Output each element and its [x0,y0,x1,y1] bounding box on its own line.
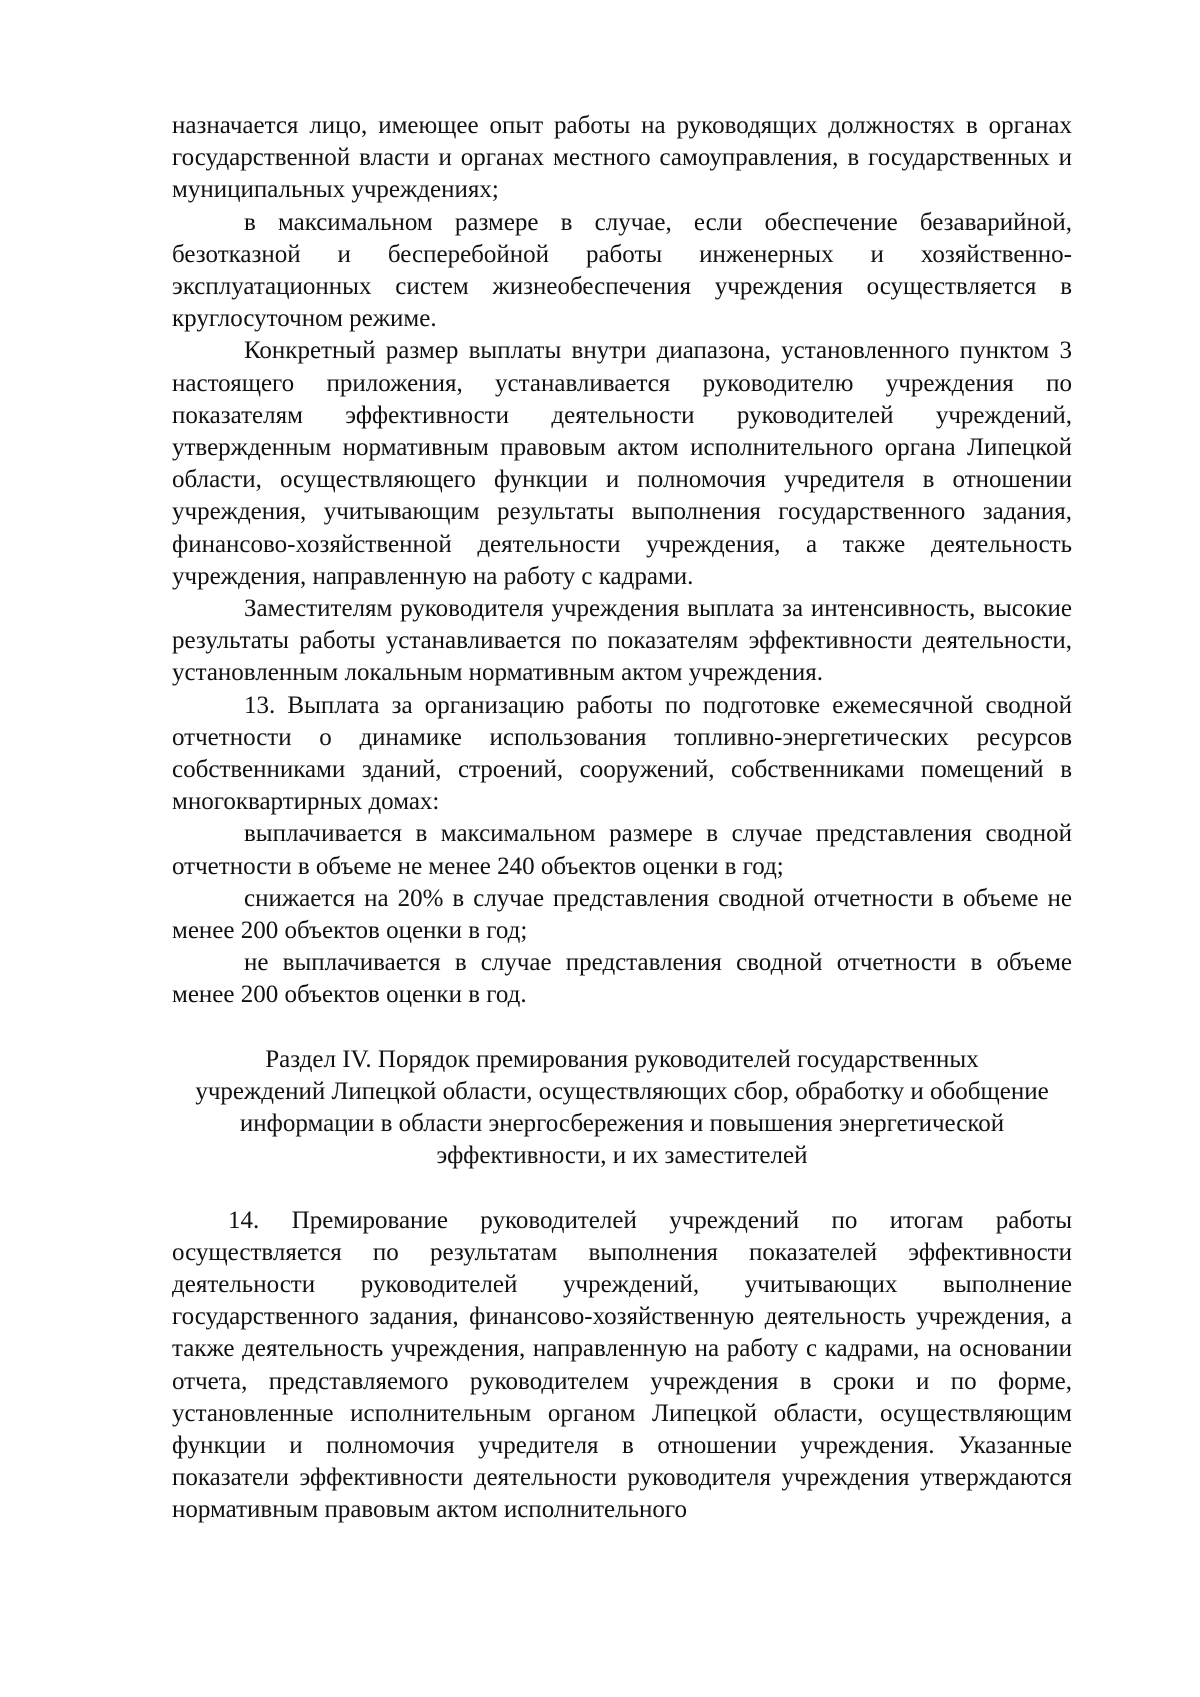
paragraph-specific-size: Конкретный размер выплаты внутри диапазона, установленного пунктом 3 настоящего приложения, устанавливается руководителю учреждения по показателям эффективности деятельности руководителей учреждений, утвержденным нормативным правовым актом исполнительного органа Липецкой области, осуществляющего функции и полномочия учредителя в отношении учреждения, учитывающим результаты выполнения государственного задания, финансово-хозяйственной деятельности учреждения, а также деятельность учреждения, направленную на работу с кадрами. [172,337,1072,590]
paragraph-item-13: 13. Выплата за организацию работы по подготовке ежемесячной сводной отчетности о динамике использования топливно-энергетических ресурсов собственниками зданий, строений, сооружений, собственниками помещений в многоквартирных домах: [172,691,1072,816]
paragraph-max-payment: выплачивается в максимальном размере в случае представления сводной отчетности в объеме не менее 240 объектов оценки в год; [172,820,1072,880]
blank-line [172,1012,1072,1044]
section-heading [172,1044,1072,1173]
blank-line [172,1173,1072,1205]
paragraph-item-14: 14. Премирование руководителей учреждений по итогам работы осуществляется по результатам выполнения показателей эффективности деятельности руководителей учреждений, учитывающих выполнение государственного задания, финансово-хозяйственную деятельность учреждения, а также деятельность учреждения, направленную на работу с кадрами, на основании отчета, представляемого руководителем учреждения в сроки и по форме, установленные исполнительным органом Липецкой области, осуществляющим функции и полномочия учредителя в отношении учреждения. Указанные показатели эффективности деятельности руководителя учреждения утверждаются нормативным правовым актом исполнительного [172,1206,1072,1524]
paragraph-max-size: в максимальном размере в случае, если обеспечение безаварийной, безотказной и бесперебойной работы инженерных и хозяйственно-эксплуатационных систем жизнеобеспечения учреждения осуществляется в круглосуточном режиме. [172,208,1072,333]
paragraph-appointment: назначается лицо, имеющее опыт работы на руководящих должностях в органах государственной власти и органах местного самоуправления, в государственных и муниципальных учреждениях; [172,112,1072,204]
section-heading-line: Раздел IV. Порядок премирования руководителей государственных [265,1045,979,1073]
paragraph-reduced-payment: снижается на 20% в случае представления сводной отчетности в объеме не менее 200 объектов оценки в год; [172,884,1072,945]
section-heading-line: учреждений Липецкой области, осуществляющих сбор, обработку и обобщение [195,1077,1049,1105]
paragraph-deputies: Заместителям руководителя учреждения выплата за интенсивность, высокие результаты работы устанавливается по показателям эффективности деятельности, установленным локальным нормативным актом учреждения. [172,595,1072,687]
paragraph-no-payment: не выплачивается в случае представления сводной отчетности в объеме менее 200 объектов оценки в год. [172,949,1072,1009]
section-heading-line: информации в области энергосбережения и повышения энергетической [239,1110,1005,1138]
section-heading-line: эффективности, и их заместителей [436,1142,808,1170]
